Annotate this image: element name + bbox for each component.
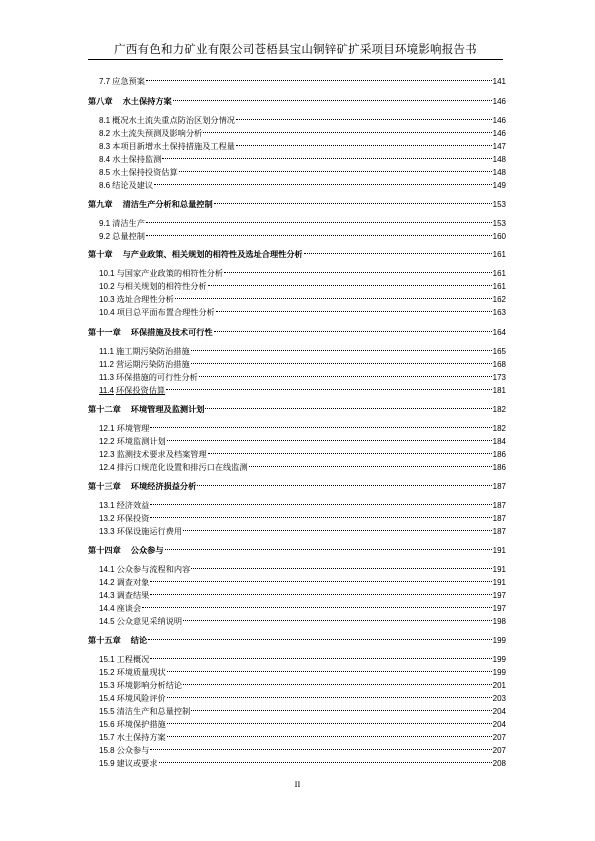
toc-section-entry[interactable] [88, 176, 506, 188]
toc-leader-dots [146, 214, 492, 226]
toc-entry-number: 8.4 [99, 155, 111, 164]
toc-entry-page: 182 [492, 405, 506, 414]
toc-section-entry[interactable] [88, 702, 506, 714]
toc-entry-page: 203 [492, 694, 506, 703]
toc-section-entry[interactable] [88, 137, 506, 149]
toc-leader-dots [199, 368, 492, 380]
toc-entry-title: 公众参与 [130, 545, 164, 555]
toc-leader-dots [165, 541, 492, 553]
toc-entry-title: 选址合理性分析 [116, 294, 174, 304]
toc-leader-dots [205, 400, 491, 412]
toc-leader-dots [167, 689, 492, 701]
toc-entry-number: 10.2 [99, 282, 115, 291]
toc-entry-number: 15.2 [99, 668, 115, 677]
toc-chapter-entry[interactable] [88, 245, 506, 257]
toc-entry-number: 15.8 [99, 746, 115, 755]
toc-leader-dots [146, 227, 492, 239]
toc-leader-dots [150, 496, 491, 508]
toc-entry-number: 8.5 [99, 168, 111, 177]
toc-leader-dots [197, 477, 491, 489]
toc-entry-number: 15.1 [99, 655, 115, 664]
toc-chapter-entry[interactable] [88, 323, 506, 335]
toc-leader-dots [249, 458, 492, 470]
toc-entry-title: 概况水土流失重点防治区划分情况 [112, 115, 235, 125]
toc-entry-number: 11.2 [99, 360, 114, 369]
toc-leader-dots [183, 676, 492, 688]
toc-entry-page: 146 [492, 129, 506, 138]
toc-section-entry[interactable] [88, 277, 506, 289]
toc-leader-dots [208, 277, 492, 289]
toc-section-entry[interactable] [88, 368, 506, 380]
toc-entry-title: 环保设施运行费用 [116, 526, 183, 536]
toc-entry-page: 153 [492, 200, 506, 209]
toc-entry-page: 197 [492, 591, 506, 600]
toc-entry-title: 公众参与流程和内容 [116, 564, 191, 574]
toc-section-entry[interactable] [88, 445, 506, 457]
toc-entry-number: 13.3 [99, 527, 115, 536]
toc-section-entry[interactable] [88, 728, 506, 740]
toc-entry-number: 10.1 [99, 269, 115, 278]
toc-section-entry[interactable] [88, 509, 506, 521]
toc-entry-page: 160 [492, 232, 506, 241]
toc-entry-title: 环境影响分析结论 [116, 680, 183, 690]
toc-leader-dots [150, 509, 491, 521]
toc-section-entry[interactable] [88, 522, 506, 534]
toc-section-entry[interactable] [88, 650, 506, 662]
toc-entry-page: 181 [492, 386, 506, 395]
toc-entry-title: 监测技术要求及档案管理 [116, 449, 207, 459]
toc-entry-title: 环境监测计划 [116, 436, 166, 446]
toc-entry-number: 第九章 [88, 199, 113, 209]
toc-entry-number: 9.1 [99, 219, 111, 228]
toc-leader-dots [150, 573, 491, 585]
toc-leader-dots [146, 72, 492, 84]
toc-section-entry[interactable] [88, 599, 506, 611]
toc-section-entry[interactable] [88, 663, 506, 675]
toc-leader-dots [166, 381, 492, 393]
toc-entry-title: 应急预案 [112, 76, 145, 86]
toc-entry-number: 14.5 [99, 617, 115, 626]
toc-leader-dots [304, 245, 492, 257]
toc-leader-dots [191, 560, 491, 572]
toc-entry-number: 第八章 [88, 96, 113, 106]
toc-entry-number: 8.3 [99, 142, 111, 151]
toc-entry-title: 环境管理及监测计划 [130, 404, 205, 414]
toc-entry-title: 环保措施的可行性分析 [115, 372, 198, 382]
toc-entry-page: 186 [492, 463, 506, 472]
toc-leader-dots [191, 355, 492, 367]
toc-leader-dots [191, 702, 491, 714]
toc-entry-number: 第十三章 [88, 481, 121, 491]
toc-section-entry[interactable] [88, 432, 506, 444]
toc-leader-dots [214, 323, 492, 335]
toc-entry-page: 148 [492, 168, 506, 177]
toc-section-entry[interactable] [88, 458, 506, 470]
toc-entry-page: 199 [492, 636, 506, 645]
toc-entry-page: 163 [492, 308, 506, 317]
toc-entry-title: 工程概况 [116, 654, 150, 664]
toc-entry-title: 公众意见采纳说明 [116, 616, 183, 626]
toc-entry-page: 161 [492, 269, 506, 278]
toc-entry-page: 187 [492, 501, 506, 510]
header-rule [88, 59, 503, 60]
toc-section-entry[interactable] [88, 741, 506, 753]
toc-chapter-entry[interactable] [88, 195, 506, 207]
toc-entry-number: 14.1 [99, 565, 115, 574]
toc-leader-dots [224, 264, 492, 276]
toc-section-entry[interactable] [88, 264, 506, 276]
toc-section-entry[interactable] [88, 342, 506, 354]
toc-leader-dots [150, 586, 491, 598]
toc-entry-number: 13.2 [99, 514, 115, 523]
toc-chapter-entry[interactable] [88, 477, 506, 489]
toc-section-entry[interactable] [88, 72, 506, 84]
toc-entry-page: 182 [492, 424, 506, 433]
toc-entry-page: 191 [492, 565, 506, 574]
toc-entry-title: 营运期污染防治措施 [115, 359, 190, 369]
toc-entry-title: 环保投资估算 [115, 385, 166, 395]
toc-entry-number: 15.6 [99, 720, 115, 729]
toc-entry-page: 149 [492, 181, 506, 190]
toc-leader-dots [159, 754, 492, 766]
toc-leader-dots [154, 176, 492, 188]
toc-entry-number: 8.2 [99, 129, 111, 138]
toc-entry-page: 165 [492, 347, 506, 356]
toc-section-entry[interactable] [88, 290, 506, 302]
toc-section-entry[interactable] [88, 689, 506, 701]
toc-entry-page: 191 [492, 546, 506, 555]
toc-entry-number: 10.4 [99, 308, 115, 317]
toc-entry-number: 第十一章 [88, 327, 121, 337]
toc-entry-page: 164 [492, 328, 506, 337]
toc-chapter-entry[interactable] [88, 92, 506, 104]
toc-chapter-entry[interactable] [88, 631, 506, 643]
toc-chapter-entry[interactable] [88, 400, 506, 412]
toc-entry-title: 水土保持方案 [116, 732, 166, 742]
toc-entry-title: 环保投资 [116, 513, 150, 523]
toc-entry-page: 187 [492, 482, 506, 491]
toc-entry-number: 9.2 [99, 232, 111, 241]
toc-section-entry[interactable] [88, 303, 506, 315]
toc-entry-title: 结论 [130, 635, 148, 645]
toc-section-entry[interactable] [88, 586, 506, 598]
toc-entry-title: 与产业政策、相关规划的相符性及选址合理性分析 [122, 249, 303, 259]
toc-chapter-entry[interactable] [88, 541, 506, 553]
toc-entry-page: 161 [492, 282, 506, 291]
toc-leader-dots [167, 663, 492, 675]
toc-entry-title: 调查结果 [116, 590, 150, 600]
toc-entry-page: 187 [492, 527, 506, 536]
toc-entry-page: 204 [492, 720, 506, 729]
toc-entry-number: 14.4 [99, 604, 115, 613]
toc-entry-title: 与相关规划的相符性分析 [116, 281, 207, 291]
toc-leader-dots [191, 342, 492, 354]
toc-entry-number: 11.3 [99, 373, 114, 382]
toc-entry-number: 第十五章 [88, 635, 121, 645]
toc-entry-number: 15.3 [99, 681, 115, 690]
toc-section-entry[interactable] [88, 150, 506, 162]
toc-section-entry[interactable] [88, 163, 506, 175]
toc-entry-title: 施工期污染防治措施 [115, 346, 190, 356]
toc-entry-page: 198 [492, 617, 506, 626]
toc-section-entry[interactable] [88, 676, 506, 688]
toc-section-entry[interactable] [88, 381, 506, 393]
toc-entry-title: 清洁生产 [112, 218, 145, 228]
toc-entry-title: 座谈会 [116, 603, 142, 613]
toc-entry-number: 11.4 [99, 386, 114, 395]
toc-entry-number: 12.4 [99, 463, 115, 472]
toc-entry-title: 公众参与 [116, 745, 150, 755]
toc-leader-dots [162, 150, 491, 162]
running-header: 广西有色和力矿业有限公司苍梧县宝山铜锌矿扩采项目环境影响报告书 [114, 42, 477, 56]
toc-entry-title: 水土流失预测及影响分析 [112, 128, 203, 138]
toc-entry-page: 146 [492, 97, 506, 106]
toc-entry-page: 191 [492, 578, 506, 587]
toc-entry-page: 201 [492, 681, 506, 690]
toc-leader-dots [150, 650, 491, 662]
toc-entry-page: 161 [492, 250, 506, 259]
toc-entry-number: 14.2 [99, 578, 115, 587]
toc-entry-number: 15.4 [99, 694, 115, 703]
toc-leader-dots [183, 522, 492, 534]
toc-entry-number: 13.1 [99, 501, 115, 510]
toc-leader-dots [183, 612, 492, 624]
toc-entry-page: 207 [492, 733, 506, 742]
toc-section-entry[interactable] [88, 612, 506, 624]
toc-leader-dots [173, 92, 492, 104]
toc-entry-title: 总量控制 [112, 231, 145, 241]
toc-entry-title: 环境质量现状 [116, 667, 166, 677]
toc-leader-dots [179, 163, 492, 175]
toc-entry-page: 199 [492, 655, 506, 664]
toc-section-entry[interactable] [88, 419, 506, 431]
toc-entry-page: 141 [492, 77, 506, 86]
toc-entry-title: 排污口规范化设置和排污口在线监测 [116, 462, 248, 472]
toc-entry-title: 清洁生产和总量控制 [116, 706, 191, 716]
toc-entry-title: 环境管理 [116, 423, 150, 433]
toc-entry-title: 与国家产业政策的相符性分析 [116, 268, 224, 278]
toc-entry-number: 15.9 [99, 759, 115, 768]
toc-entry-number: 8.6 [99, 181, 111, 190]
toc-entry-title: 清洁生产分析和总量控制 [122, 199, 213, 209]
toc-leader-dots [167, 715, 492, 727]
toc-entry-page: 148 [492, 155, 506, 164]
toc-section-entry[interactable] [88, 111, 506, 123]
toc-leader-dots [142, 599, 491, 611]
toc-leader-dots [216, 303, 492, 315]
toc-entry-title: 结论及建议 [112, 180, 154, 190]
toc-entry-number: 第十四章 [88, 545, 121, 555]
toc-leader-dots [214, 195, 492, 207]
toc-leader-dots [236, 111, 492, 123]
toc-entry-title: 建议或要求 [116, 758, 158, 768]
toc-entry-page: 184 [492, 437, 506, 446]
toc-section-entry[interactable] [88, 573, 506, 585]
toc-leader-dots [175, 290, 492, 302]
toc-entry-page: 147 [492, 142, 506, 151]
toc-section-entry[interactable] [88, 560, 506, 572]
toc-entry-title: 环境经济损益分析 [130, 481, 197, 491]
toc-entry-title: 水土保持监测 [112, 154, 162, 164]
toc-entry-page: 162 [492, 295, 506, 304]
toc-entry-number: 15.5 [99, 707, 115, 716]
toc-section-entry[interactable] [88, 754, 506, 766]
toc-entry-page: 168 [492, 360, 506, 369]
toc-section-entry[interactable] [88, 715, 506, 727]
toc-leader-dots [208, 445, 492, 457]
toc-entry-title: 环保措施及技术可行性 [130, 327, 213, 337]
toc-entry-page: 146 [492, 116, 506, 125]
toc-entry-number: 11.1 [99, 347, 114, 356]
toc-leader-dots [150, 741, 491, 753]
toc-entry-number: 8.1 [99, 116, 111, 125]
toc-entry-page: 173 [492, 373, 506, 382]
toc-leader-dots [150, 419, 491, 431]
toc-entry-page: 204 [492, 707, 506, 716]
toc-entry-number: 10.3 [99, 295, 115, 304]
toc-leader-dots [236, 137, 492, 149]
toc-entry-page: 187 [492, 514, 506, 523]
toc-entry-number: 第十二章 [88, 404, 121, 414]
toc-entry-page: 197 [492, 604, 506, 613]
toc-section-entry[interactable] [88, 124, 506, 136]
toc-entry-number: 14.3 [99, 591, 115, 600]
page-number: II [294, 779, 301, 789]
toc-entry-page: 208 [492, 759, 506, 768]
toc-leader-dots [167, 728, 492, 740]
toc-entry-number: 第十章 [88, 249, 113, 259]
toc-section-entry[interactable] [88, 496, 506, 508]
toc-section-entry[interactable] [88, 355, 506, 367]
toc-leader-dots [203, 124, 491, 136]
toc-entry-number: 15.7 [99, 733, 115, 742]
toc-entry-page: 199 [492, 668, 506, 677]
toc-entry-title: 环境保护措施 [116, 719, 166, 729]
toc-entry-number: 12.2 [99, 437, 115, 446]
toc-leader-dots [167, 432, 492, 444]
toc-section-entry[interactable] [88, 227, 506, 239]
toc-entry-page: 207 [492, 746, 506, 755]
toc-entry-number: 12.1 [99, 424, 115, 433]
toc-entry-title: 项目总平面布置合理性分析 [116, 307, 215, 317]
toc-entry-page: 153 [492, 219, 506, 228]
toc-entry-title: 本项目新增水土保持措施及工程量 [112, 141, 235, 151]
toc-entry-number: 7.7 [99, 77, 111, 86]
toc-entry-title: 经济效益 [116, 500, 150, 510]
toc-entry-page: 186 [492, 450, 506, 459]
toc-entry-title: 水土保持投资估算 [112, 167, 178, 177]
toc-section-entry[interactable] [88, 214, 506, 226]
toc-entry-title: 水土保持方案 [122, 96, 172, 106]
toc-entry-number: 12.3 [99, 450, 115, 459]
toc-entry-title: 调查对象 [116, 577, 150, 587]
toc-leader-dots [148, 631, 491, 643]
toc-entry-title: 环境风险评价 [116, 693, 166, 703]
